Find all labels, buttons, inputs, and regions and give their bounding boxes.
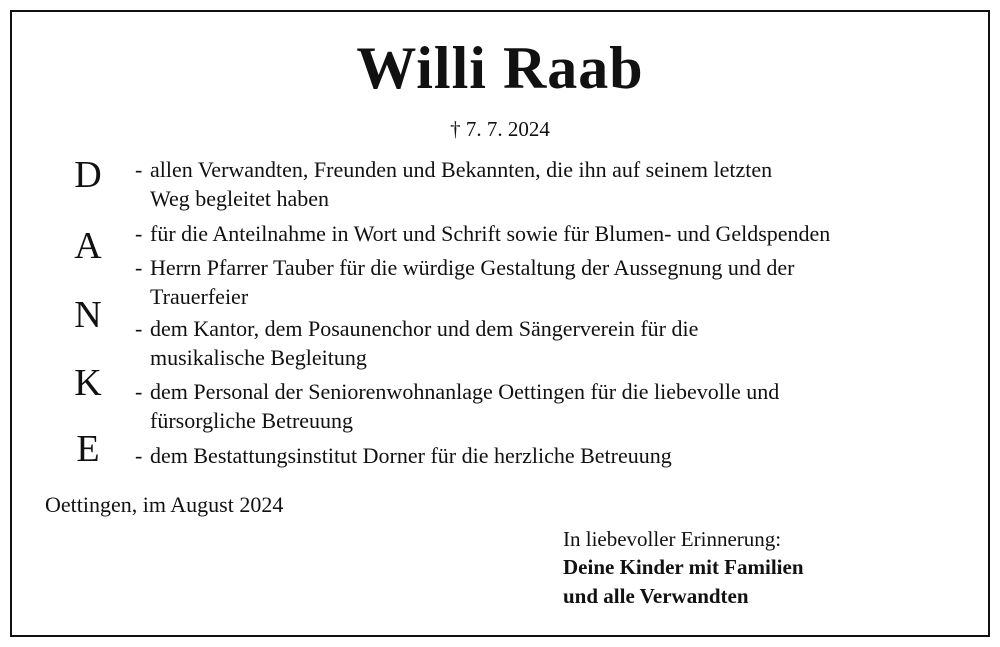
- danke-letter-n: N: [74, 294, 102, 336]
- danke-letter-k: K: [74, 362, 102, 404]
- signature-intro: In liebevoller Erinnerung:: [563, 527, 782, 551]
- thanks-item: [135, 314, 965, 372]
- death-date: † 7. 7. 2024: [450, 117, 550, 141]
- danke-letter-a: A: [74, 225, 102, 267]
- thanks-item: [135, 377, 965, 435]
- thanks-line-continued: Weg begleitet haben: [150, 186, 330, 211]
- thanks-line: allen Verwandten, Freunden und Bekannten, die ihn auf seinem letzten: [150, 157, 773, 182]
- signature-family: Deine Kinder mit Familien: [563, 555, 804, 579]
- thanks-dash: -: [135, 379, 143, 404]
- thanks-line: für die Anteilnahme in Wort und Schrift sowie für Blumen- und Geldspenden: [150, 221, 831, 246]
- thanks-dash: -: [135, 221, 143, 246]
- place-and-date: Oettingen, im August 2024: [45, 492, 284, 517]
- thanks-dash: -: [135, 316, 143, 341]
- thanks-item: [135, 441, 965, 470]
- danke-letter-e: E: [76, 428, 100, 470]
- thanks-dash: -: [135, 443, 143, 468]
- thanks-line: dem Kantor, dem Posaunenchor und dem Sängerverein für die: [150, 316, 699, 341]
- thanks-item: [135, 219, 965, 248]
- thanks-line-continued: fürsorgliche Betreuung: [150, 408, 354, 433]
- thanks-dash: -: [135, 157, 143, 182]
- thanks-item: [135, 155, 965, 213]
- thanks-line: dem Bestattungsinstitut Dorner für die herzliche Betreuung: [150, 443, 672, 468]
- danke-letter-d: D: [74, 154, 102, 196]
- thanks-line-continued: Trauerfeier: [150, 284, 249, 309]
- thanks-item: [135, 253, 965, 311]
- deceased-name: Willi Raab: [356, 35, 644, 101]
- thanks-line-continued: musikalische Begleitung: [150, 345, 367, 370]
- thanks-dash: -: [135, 255, 143, 280]
- thanks-line: dem Personal der Seniorenwohnanlage Oettingen für die liebevolle und: [150, 379, 780, 404]
- signature-relatives: und alle Verwandten: [563, 584, 749, 608]
- thanks-line: Herrn Pfarrer Tauber für die würdige Gestaltung der Aussegnung und der: [150, 255, 795, 280]
